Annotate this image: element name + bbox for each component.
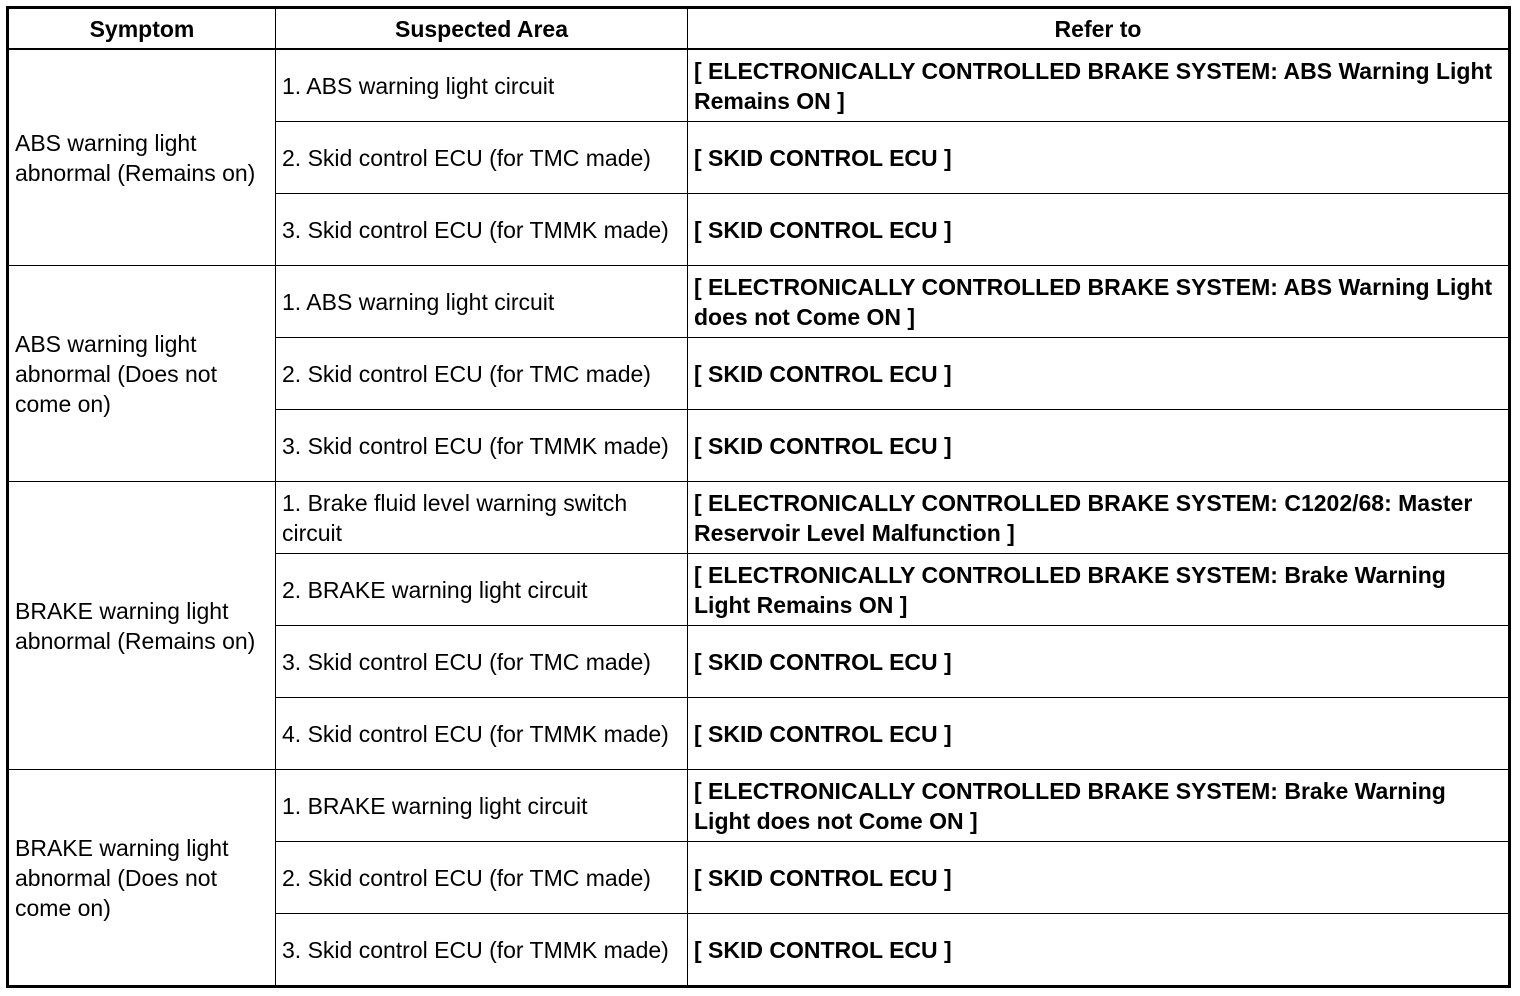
suspected-area-cell: 2. Skid control ECU (for TMC made) bbox=[276, 122, 688, 194]
suspected-area-cell: 3. Skid control ECU (for TMC made) bbox=[276, 626, 688, 698]
symptom-header: Symptom bbox=[8, 8, 276, 50]
refer-to-cell[interactable]: [ ELECTRONICALLY CONTROLLED BRAKE SYSTEM: C1202/68: Master Reservoir Level Malfunction ] bbox=[688, 482, 1510, 554]
table-body bbox=[8, 49, 1510, 987]
symptom-cell: BRAKE warning light abnormal (Does not come on) bbox=[8, 770, 276, 987]
refer-to-cell[interactable]: [ SKID CONTROL ECU ] bbox=[688, 338, 1510, 410]
symptom-cell: BRAKE warning light abnormal (Remains on) bbox=[8, 482, 276, 770]
refer-to-cell[interactable]: [ SKID CONTROL ECU ] bbox=[688, 626, 1510, 698]
refer-to-cell[interactable]: [ ELECTRONICALLY CONTROLLED BRAKE SYSTEM: Brake Warning Light does not Come ON ] bbox=[688, 770, 1510, 842]
suspected-area-cell: 2. BRAKE warning light circuit bbox=[276, 554, 688, 626]
suspected-area-cell: 1. ABS warning light circuit bbox=[276, 266, 688, 338]
refer-to-cell[interactable]: [ SKID CONTROL ECU ] bbox=[688, 122, 1510, 194]
refer-to-cell[interactable]: [ SKID CONTROL ECU ] bbox=[688, 410, 1510, 482]
symptom-cell: ABS warning light abnormal (Does not come on) bbox=[8, 266, 276, 482]
symptom-cell: ABS warning light abnormal (Remains on) bbox=[8, 49, 276, 266]
table-row bbox=[8, 482, 1510, 554]
suspected-area-cell: 4. Skid control ECU (for TMMK made) bbox=[276, 698, 688, 770]
refer-to-cell[interactable]: [ ELECTRONICALLY CONTROLLED BRAKE SYSTEM: ABS Warning Light does not Come ON ] bbox=[688, 266, 1510, 338]
table-row bbox=[8, 49, 1510, 122]
refer-to-cell[interactable]: [ SKID CONTROL ECU ] bbox=[688, 698, 1510, 770]
refer-to-header: Refer to bbox=[688, 8, 1510, 50]
suspected-area-cell: 3. Skid control ECU (for TMMK made) bbox=[276, 914, 688, 987]
suspected-area-cell: 3. Skid control ECU (for TMMK made) bbox=[276, 410, 688, 482]
suspected-area-cell: 1. BRAKE warning light circuit bbox=[276, 770, 688, 842]
refer-to-cell[interactable]: [ SKID CONTROL ECU ] bbox=[688, 842, 1510, 914]
suspected-area-header: Suspected Area bbox=[276, 8, 688, 50]
table-row bbox=[8, 770, 1510, 842]
refer-to-cell[interactable]: [ SKID CONTROL ECU ] bbox=[688, 914, 1510, 987]
refer-to-cell[interactable]: [ ELECTRONICALLY CONTROLLED BRAKE SYSTEM: ABS Warning Light Remains ON ] bbox=[688, 49, 1510, 122]
suspected-area-cell: 1. Brake fluid level warning switch circuit bbox=[276, 482, 688, 554]
table-row bbox=[8, 266, 1510, 338]
suspected-area-cell: 2. Skid control ECU (for TMC made) bbox=[276, 842, 688, 914]
refer-to-cell[interactable]: [ SKID CONTROL ECU ] bbox=[688, 194, 1510, 266]
header-row bbox=[8, 8, 1510, 50]
suspected-area-cell: 1. ABS warning light circuit bbox=[276, 49, 688, 122]
suspected-area-cell: 2. Skid control ECU (for TMC made) bbox=[276, 338, 688, 410]
suspected-area-cell: 3. Skid control ECU (for TMMK made) bbox=[276, 194, 688, 266]
refer-to-cell[interactable]: [ ELECTRONICALLY CONTROLLED BRAKE SYSTEM: Brake Warning Light Remains ON ] bbox=[688, 554, 1510, 626]
diagnosis-table bbox=[6, 6, 1511, 988]
